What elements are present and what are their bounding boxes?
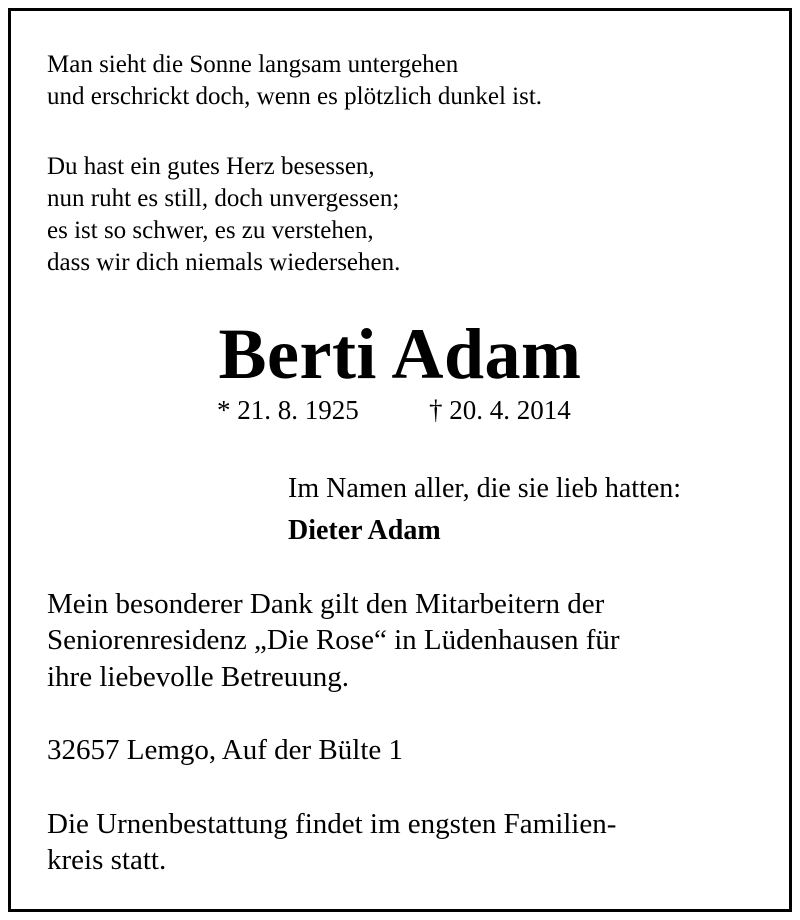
obituary-notice xyxy=(8,8,792,912)
thanks-line-1: Mein besonderer Dank gilt den Mitarbeitern der xyxy=(47,588,605,620)
thanks-line-2: Seniorenresidenz „Die Rose“ in Lüdenhausen für xyxy=(47,624,620,656)
verse2-line-3: es ist so schwer, es zu verstehen, xyxy=(47,217,374,244)
death-date: † 20. 4. 2014 xyxy=(429,395,571,425)
verse2-line-2: nun ruht es still, doch unvergessen; xyxy=(47,185,400,212)
thanks-line-3: ihre liebevolle Betreuung. xyxy=(47,661,349,693)
address: 32657 Lemgo, Auf der Bülte 1 xyxy=(47,734,404,766)
verse2-line-1: Du hast ein gutes Herz besessen, xyxy=(47,153,375,180)
deceased-name: Berti Adam xyxy=(218,314,582,394)
verse1-line-1: Man sieht die Sonne langsam untergehen xyxy=(47,51,459,78)
verse2-line-4: dass wir dich niemals wiedersehen. xyxy=(47,249,401,276)
birth-date: * 21. 8. 1925 xyxy=(217,395,359,425)
mourner-name: Dieter Adam xyxy=(288,515,441,546)
funeral-line-1: Die Urnenbestattung findet im engsten Familien- xyxy=(47,808,617,840)
verse1-line-2: und erschrickt doch, wenn es plötzlich dunkel ist. xyxy=(47,83,543,110)
mourners-intro: Im Namen aller, die sie lieb hatten: xyxy=(288,473,682,504)
funeral-line-2: kreis statt. xyxy=(47,844,167,876)
